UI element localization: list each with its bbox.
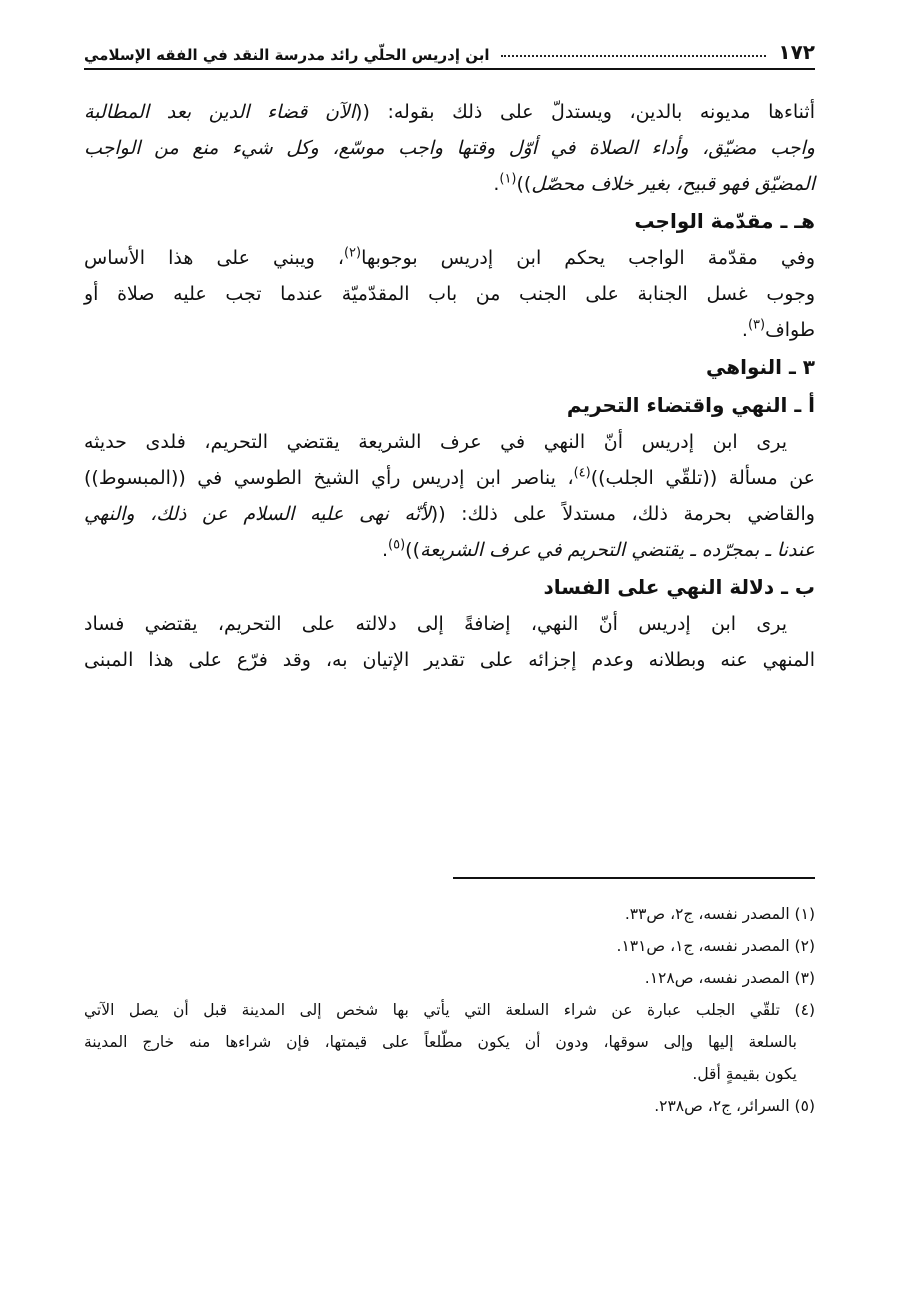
paragraph-line: يرى ابن إدريس أنّ النهي، إضافةً إلى دلالته على التحريم، يقتضي فساد [84,613,787,635]
footnote-4-line: بالسلعة إليها وإلى سوقها، ودون أن يكون مطّلعاً على قيمتها، فإن شراءها منه خارج المدينة [84,1033,797,1051]
section-heading: هـ ـ مقدّمة الواجب [634,209,815,233]
paragraph-line: عندنا ـ بمجرّده ـ يقتضي التحريم في عرف الشريعة))$^{(٥)}$. [381,537,815,561]
section-heading: أ ـ النهي واقتضاء التحريم [566,393,815,417]
footnote-ref[interactable]: (٥) [388,537,406,553]
paragraph-line: وجوب غسل الجنابة على الجنب من باب المقدّميّة عندما تجب عليه صلاة أو [84,283,815,305]
footnote-ref[interactable]: (١) [499,171,517,187]
paragraph-line: عن مسألة ((تلقّي الجلب))$^{(٤)}$، يناصر ابن إدريس رأي الشيخ الطوسي في ((المبسوط)) [84,465,815,489]
footnote-3: (٣) المصدر نفسه، ص١٢٨. [644,969,815,987]
paragraph-line: وفي مقدّمة الواجب يحكم ابن إدريس بوجوبها$^{(٢)}$، ويبني على هذا الأساس [84,245,816,269]
footnote-ref[interactable]: (٤) [573,465,591,481]
paragraph-line: والقاضي بحرمة ذلك، مستدلاً على ذلك: ((لأنّه نهى عليه السلام عن ذلك، والنهي [84,503,815,525]
quote-text: لأنّه نهى عليه السلام عن ذلك، والنهي [84,503,431,525]
footnote-ref[interactable]: (٣) [747,317,766,333]
running-title: ابن إدريس الحلّي رائد مدرسة النقد في الفقه الإسلامي [84,46,490,64]
footnote-ref[interactable]: (٢) [343,245,362,261]
paragraph-line: أثناءها مديونه بالدين، ويستدلّ على ذلك بقوله: ((الآن قضاء الدين بعد المطالبة [84,101,815,123]
header-rule [84,68,815,70]
dotted-leader [501,55,766,57]
paragraph-line: يرى ابن إدريس أنّ النهي في عرف الشريعة يقتضي التحريم، فلدى حديثه [84,431,787,453]
paragraph-line: المضيّق فهو قبيح، بغير خلاف محصّل))$^{(١)}$. [493,171,815,195]
paragraph-line: المنهي عنه وبطلانه وعدم إجزائه على تقدير الإتيان به، وقد فرّع على هذا المبنى [84,649,815,671]
footnote-1: (١) المصدر نفسه، ج٢، ص٣٣. [624,905,815,923]
footnote-2: (٢) المصدر نفسه، ج١، ص١٣١. [616,937,815,955]
quote-line: واجب مضيّق، وأداء الصلاة في أوّل وقتها واجب موسّع، وكل شيء منع من الواجب [84,137,815,159]
quote-text: المضيّق فهو قبيح، بغير خلاف محصّل [531,173,815,195]
quote-text: عندنا ـ بمجرّده ـ يقتضي التحريم في عرف الشريعة [419,539,815,561]
footnote-separator [453,877,815,879]
paragraph-line: طواف$^{(٣)}$. [741,317,815,341]
page-number: ١٧٢ [778,40,815,64]
footnote-4-line: يكون بقيمةٍ أقل. [692,1065,797,1083]
quote-text: الآن قضاء الدين بعد المطالبة [84,101,356,123]
footnote-4-line: (٤) تلقّي الجلب عبارة عن شراء السلعة التي يأتي بها شخص إلى المدينة قبل أن يصل الآتي [84,1001,815,1019]
section-heading: ب ـ دلالة النهي على الفساد [543,575,815,599]
footnote-5: (٥) السرائر، ج٢، ص٢٣٨. [654,1097,815,1115]
main-text [84,94,815,678]
running-header [84,30,815,64]
section-heading: ٣ ـ النواهي [705,355,815,379]
footnotes [84,898,815,1122]
